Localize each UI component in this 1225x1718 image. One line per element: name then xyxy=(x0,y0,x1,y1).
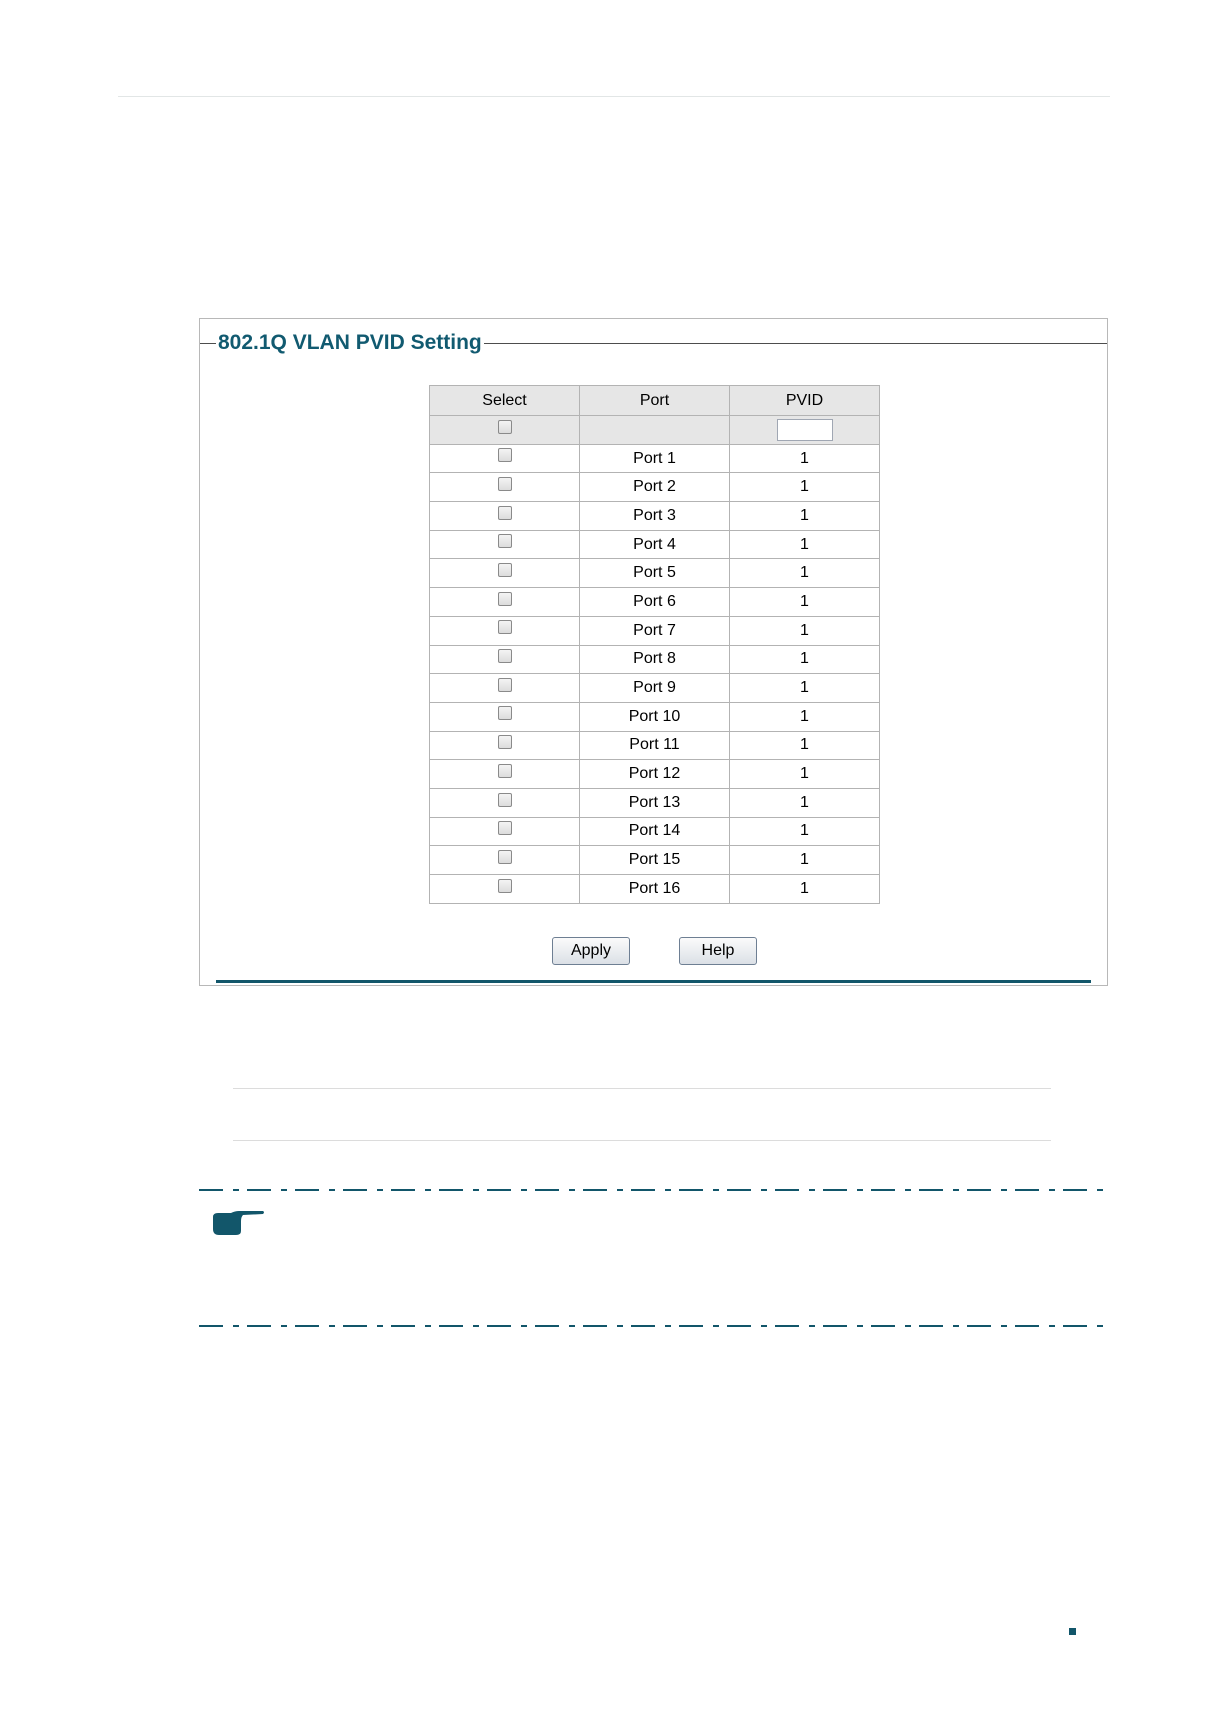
port-select-checkbox[interactable] xyxy=(498,706,512,720)
table-row xyxy=(430,530,880,559)
pvid-table xyxy=(429,385,880,904)
pvid-value-cell: 1 xyxy=(730,674,880,703)
table-row xyxy=(430,788,880,817)
port-name-cell: Port 2 xyxy=(580,473,730,502)
pvid-value-cell: 1 xyxy=(730,559,880,588)
table-row xyxy=(430,674,880,703)
pvid-value-cell: 1 xyxy=(730,588,880,617)
pvid-value-cell: 1 xyxy=(730,702,880,731)
pvid-value-cell: 1 xyxy=(730,502,880,531)
pvid-setting-panel xyxy=(199,318,1108,986)
port-name-cell: Port 13 xyxy=(580,788,730,817)
port-select-checkbox[interactable] xyxy=(498,764,512,778)
port-select-checkbox[interactable] xyxy=(498,620,512,634)
table-row xyxy=(430,760,880,789)
table-row xyxy=(430,444,880,473)
pointing-hand-icon xyxy=(211,1209,265,1237)
help-button[interactable]: Help xyxy=(679,937,757,965)
port-name-cell: Port 6 xyxy=(580,588,730,617)
port-select-checkbox[interactable] xyxy=(498,879,512,893)
table-row xyxy=(430,645,880,674)
batch-pvid-input[interactable] xyxy=(777,419,833,441)
port-select-checkbox[interactable] xyxy=(498,850,512,864)
pvid-value-cell: 1 xyxy=(730,846,880,875)
note-bottom-border xyxy=(199,1325,1109,1327)
panel-title: 802.1Q VLAN PVID Setting xyxy=(216,328,484,358)
port-select-checkbox[interactable] xyxy=(498,821,512,835)
table-row xyxy=(430,473,880,502)
port-select-checkbox[interactable] xyxy=(498,649,512,663)
header-select: Select xyxy=(430,386,580,416)
port-name-cell: Port 16 xyxy=(580,875,730,904)
header-pvid: PVID xyxy=(730,386,880,416)
port-name-cell: Port 1 xyxy=(580,444,730,473)
port-select-checkbox[interactable] xyxy=(498,534,512,548)
port-select-checkbox[interactable] xyxy=(498,563,512,577)
port-select-checkbox[interactable] xyxy=(498,477,512,491)
panel-bottom-rule xyxy=(216,980,1091,983)
port-name-cell: Port 5 xyxy=(580,559,730,588)
port-name-cell: Port 15 xyxy=(580,846,730,875)
port-name-cell: Port 3 xyxy=(580,502,730,531)
top-divider xyxy=(118,96,1110,97)
port-name-cell: Port 14 xyxy=(580,817,730,846)
port-name-cell: Port 8 xyxy=(580,645,730,674)
port-name-cell: Port 12 xyxy=(580,760,730,789)
table-row xyxy=(430,588,880,617)
table-row xyxy=(430,502,880,531)
pvid-value-cell: 1 xyxy=(730,817,880,846)
port-select-checkbox[interactable] xyxy=(498,793,512,807)
port-select-checkbox[interactable] xyxy=(498,678,512,692)
pvid-value-cell: 1 xyxy=(730,875,880,904)
table-row xyxy=(430,731,880,760)
port-select-checkbox[interactable] xyxy=(498,448,512,462)
batch-edit-row xyxy=(430,416,880,445)
pvid-value-cell: 1 xyxy=(730,530,880,559)
pvid-value-cell: 1 xyxy=(730,444,880,473)
pvid-value-cell: 1 xyxy=(730,760,880,789)
note-top-border xyxy=(199,1189,1109,1191)
pvid-value-cell: 1 xyxy=(730,788,880,817)
table-row xyxy=(430,616,880,645)
pvid-value-cell: 1 xyxy=(730,645,880,674)
port-name-cell: Port 4 xyxy=(580,530,730,559)
select-all-checkbox[interactable] xyxy=(498,420,512,434)
port-name-cell: Port 11 xyxy=(580,731,730,760)
port-name-cell: Port 7 xyxy=(580,616,730,645)
table-row xyxy=(430,817,880,846)
table-row xyxy=(430,846,880,875)
port-select-checkbox[interactable] xyxy=(498,735,512,749)
header-port: Port xyxy=(580,386,730,416)
pvid-value-cell: 1 xyxy=(730,731,880,760)
divider-line xyxy=(233,1088,1051,1089)
port-select-checkbox[interactable] xyxy=(498,506,512,520)
port-name-cell: Port 9 xyxy=(580,674,730,703)
table-row xyxy=(430,702,880,731)
divider-line xyxy=(233,1140,1051,1141)
page-marker xyxy=(1069,1628,1076,1635)
apply-button[interactable]: Apply xyxy=(552,937,630,965)
table-row xyxy=(430,559,880,588)
table-row xyxy=(430,875,880,904)
port-name-cell: Port 10 xyxy=(580,702,730,731)
table-header-row xyxy=(430,386,880,416)
batch-port-cell xyxy=(580,416,730,445)
port-select-checkbox[interactable] xyxy=(498,592,512,606)
pvid-value-cell: 1 xyxy=(730,616,880,645)
pvid-value-cell: 1 xyxy=(730,473,880,502)
